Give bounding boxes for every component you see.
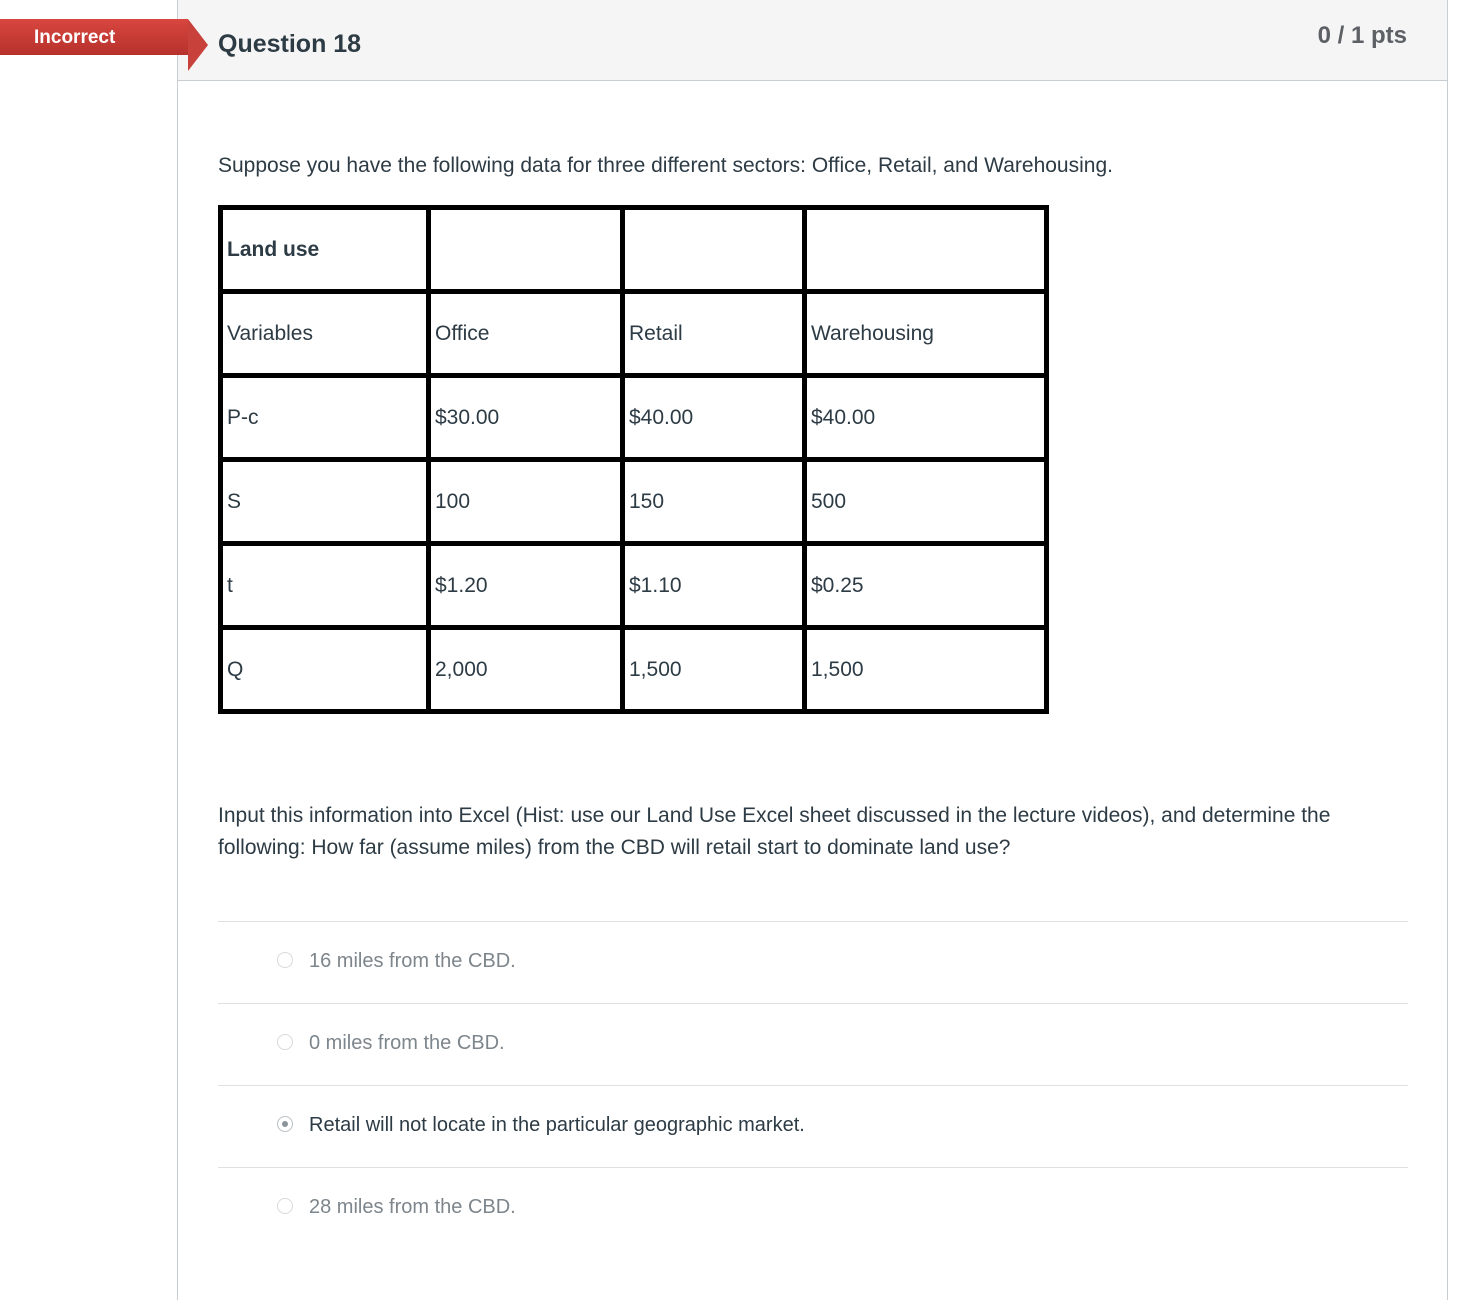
- table-cell: 500: [805, 460, 1047, 544]
- answer-label: Retail will not locate in the particular geographic market.: [309, 1114, 805, 1136]
- radio-button[interactable]: [277, 952, 293, 968]
- answer-option-2[interactable]: [218, 1004, 1408, 1084]
- table-row: [221, 292, 1047, 376]
- table-cell: Variables: [221, 292, 429, 376]
- answer-label: 0 miles from the CBD.: [309, 1032, 505, 1054]
- radio-button-selected[interactable]: [277, 1116, 293, 1132]
- table-cell: S: [221, 460, 429, 544]
- radio-button[interactable]: [277, 1034, 293, 1050]
- table-cell: 2,000: [429, 628, 623, 712]
- table-row: [221, 460, 1047, 544]
- table-cell: Q: [221, 628, 429, 712]
- question-header: [178, 0, 1447, 81]
- question-instructions: Input this information into Excel (Hist: use our Land Use Excel sheet discussed in the lecture videos), and determine the following: How far (assume miles) from the CBD will retail start to dominate land use?: [218, 804, 1331, 859]
- table-cell: $30.00: [429, 376, 623, 460]
- table-cell: [429, 208, 623, 292]
- table-cell: $1.20: [429, 544, 623, 628]
- table-cell: $40.00: [623, 376, 805, 460]
- table-cell: Office: [429, 292, 623, 376]
- table-cell: $1.10: [623, 544, 805, 628]
- answer-option-4[interactable]: [218, 1168, 1408, 1248]
- table-cell: $40.00: [805, 376, 1047, 460]
- table-cell: 1,500: [623, 628, 805, 712]
- table-cell: 1,500: [805, 628, 1047, 712]
- table-cell: t: [221, 544, 429, 628]
- status-badge-label: Incorrect: [34, 27, 116, 48]
- question-title: Question 18: [218, 30, 362, 58]
- radio-button[interactable]: [277, 1198, 293, 1214]
- table-cell: $0.25: [805, 544, 1047, 628]
- question-points: 0 / 1 pts: [1317, 22, 1407, 49]
- table-cell: Retail: [623, 292, 805, 376]
- table-row: [221, 208, 1047, 292]
- table-row: [221, 628, 1047, 712]
- answer-option-1[interactable]: [218, 922, 1408, 1002]
- answer-label: 28 miles from the CBD.: [309, 1196, 516, 1218]
- table-cell: Land use: [221, 208, 429, 292]
- answer-option-3[interactable]: [218, 1086, 1408, 1166]
- table-cell: 150: [623, 460, 805, 544]
- table-cell: Warehousing: [805, 292, 1047, 376]
- table-row: [221, 376, 1047, 460]
- table-cell: [623, 208, 805, 292]
- data-table: [218, 205, 1049, 714]
- table-cell: 100: [429, 460, 623, 544]
- table-row: [221, 544, 1047, 628]
- answer-label: 16 miles from the CBD.: [309, 950, 516, 972]
- table-cell: P-c: [221, 376, 429, 460]
- status-badge-arrow: [188, 19, 208, 71]
- question-prompt: Suppose you have the following data for three different sectors: Office, Retail, and Warehousing.: [218, 154, 1113, 177]
- table-cell: [805, 208, 1047, 292]
- status-badge: [0, 19, 188, 55]
